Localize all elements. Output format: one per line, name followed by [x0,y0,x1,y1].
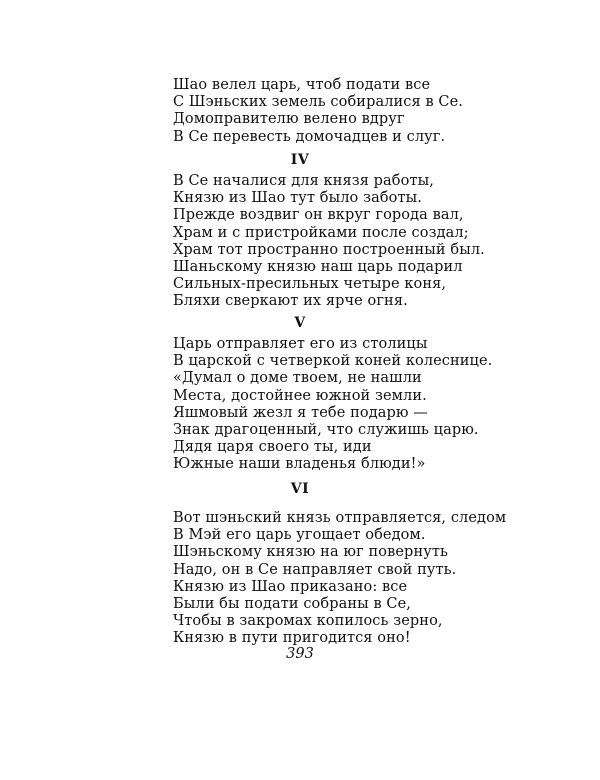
verse-line: Князю из Шао тут было заботы. [173,190,422,207]
verse-line: Шэньскому князю на юг повернуть [173,544,448,561]
verse-line: Шао велел царь, чтоб подати все [173,77,431,93]
section-heading-iv: IV [290,152,310,168]
verse-line: Южные наши владенья блюди!» [173,456,426,473]
verse-line: Надо, он в Се направляет свой путь. [173,561,457,578]
verse-line: Были бы подати собраны в Се, [173,595,411,612]
verse-line: «Думал о доме твоем, не нашли [173,370,422,387]
stanza-iii-end [173,77,473,146]
verse-line: Яшмовый жезл я тебе подарю — [173,404,428,421]
stanza-vi [173,510,507,648]
verse-line: Чтобы в закромах копилось зерно, [173,613,443,630]
verse-line: Домоправителю велено вдруг [173,111,405,128]
verse-line: В царской с четверкой коней колеснице. [173,353,493,370]
verse-line: Шаньскому князю наш царь подарил [173,258,463,275]
verse-line: В Се перевесть домочадцев и слуг. [173,128,446,145]
section-heading-v: V [294,315,306,331]
section-heading-vi: VI [290,481,310,497]
verse-line: Дядя царя своего ты, иди [173,439,372,456]
verse-line: В Мэй его царь угощает обедом. [173,527,426,544]
verse-line: Царь отправляет его из столицы [173,336,428,352]
page-number: 393 [286,646,314,662]
verse-line: С Шэньских земель собиралися в Се. [173,94,464,111]
verse-line: Бляхи сверкают их ярче огня. [173,293,408,310]
verse-line: Сильных-пресильных четыре коня, [173,276,447,293]
verse-line: Князю в пути пригодится оно! [173,630,411,647]
verse-line: Князю из Шао приказано: все [173,578,408,595]
verse-line: В Се началися для князя работы, [173,173,434,189]
verse-line: Храм и с пристройками после создал; [173,224,469,241]
verse-line: Прежде воздвиг он вкруг города вал, [173,207,464,224]
verse-line: Храм тот пространно построенный был. [173,241,485,258]
verse-line: Знак драгоценный, что служишь царю. [173,421,479,438]
stanza-v [173,336,493,474]
verse-line: Места, достойнее южной земли. [173,387,427,404]
verse-line: Вот шэньский князь отправляется, следом [173,510,507,526]
stanza-iv [173,173,485,311]
